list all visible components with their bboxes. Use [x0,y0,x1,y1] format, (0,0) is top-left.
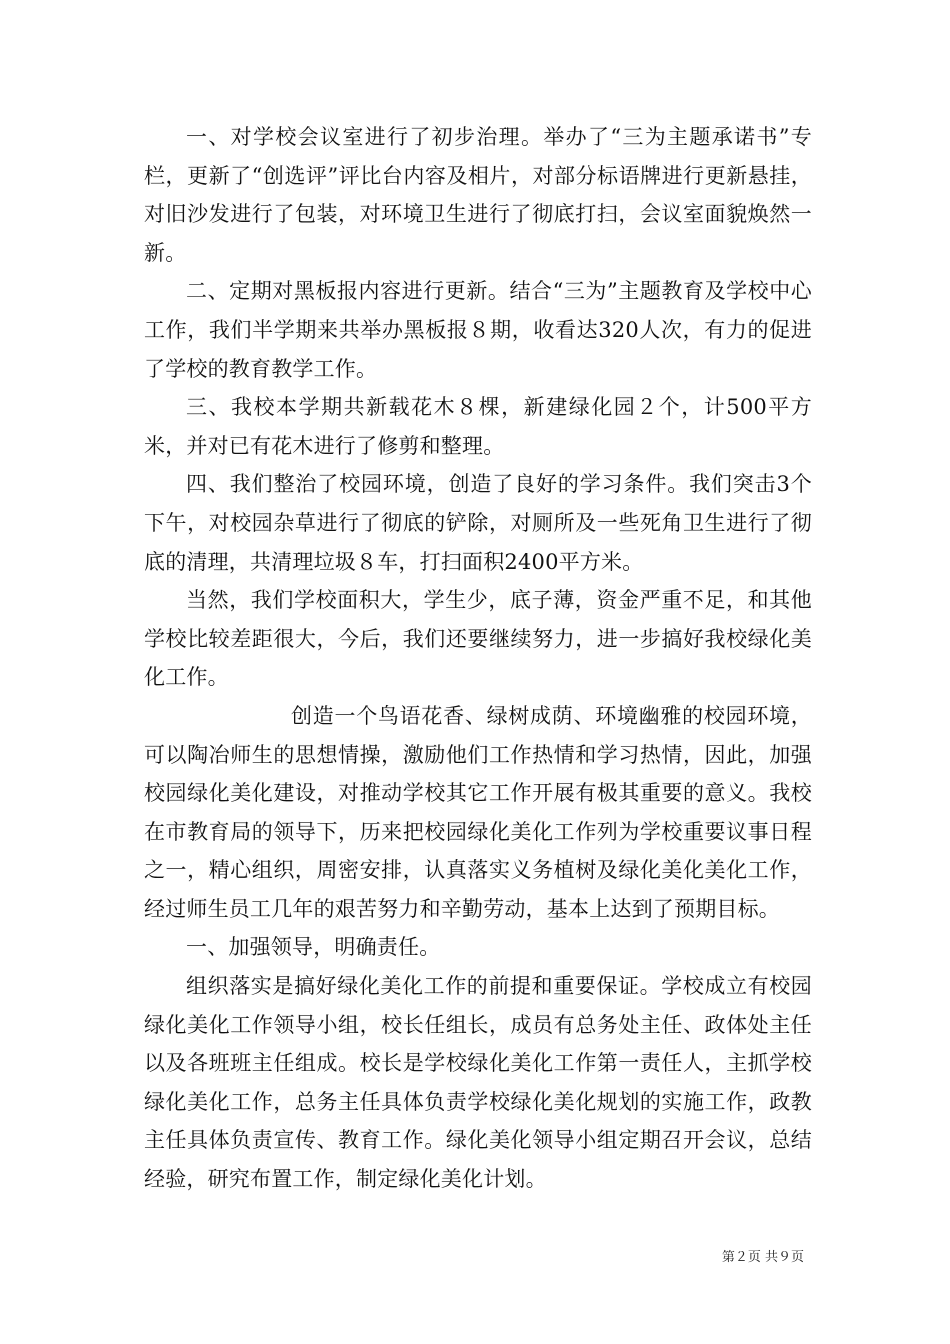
paragraph-campus-environment: 四、我们整治了校园环境，创造了良好的学习条件。我们突击3个下午，对校园杂草进行了彻底的铲除，对厕所及一些死角卫生进行了彻底的清理，共清理垃圾８车，打扫面积2400平方米。 [144,472,812,574]
page-number: 第２页 共９页 [721,1250,804,1265]
paragraph-introduction: 创造一个鸟语花香、绿树成荫、环境幽雅的校园环境，可以陶冶师生的思想情操，激励他们工作热情和学习热情，因此，加强校园绿化美化建设，对推动学校其它工作开展有极其重要的意义。我校在市教育局的领导下，历来把校园绿化美化工作列为学校重要议事日程之一，精心组织，周密安排，认真落实义务植树及绿化美化美化工作，经过师生员工几年的艰苦努力和辛勤劳动，基本上达到了预期目标。 [144,703,812,921]
paragraph-blackboard: 二、定期对黑板报内容进行更新。结合“三为”主题教育及学校中心工作，我们半学期来共举办黑板报８期，收看达320人次，有力的促进了学校的教育教学工作。 [144,279,812,381]
document-body [144,118,812,1199]
paragraph-planting: 三、我校本学期共新载花木８棵，新建绿化园２个，计500平方米，并对已有花木进行了修剪和整理。 [144,395,812,458]
section-heading-leadership: 一、加强领导，明确责任。 [186,935,441,960]
paragraph-meeting-room: 一、对学校会议室进行了初步治理。举办了“三为主题承诺书”专栏，更新了“创选评”评比台内容及相片，对部分标语牌进行更新悬挂，对旧沙发进行了包装，对环境卫生进行了彻底打扫，会议室面貌焕然一新。 [144,125,812,265]
paragraph-summary: 当然，我们学校面积大，学生少，底子薄，资金严重不足，和其他学校比较差距很大，今后，我们还要继续努力，进一步搞好我校绿化美化工作。 [144,588,812,690]
paragraph-organization: 组织落实是搞好绿化美化工作的前提和重要保证。学校成立有校园绿化美化工作领导小组，校长任组长，成员有总务处主任、政体处主任以及各班班主任组成。校长是学校绿化美化工作第一责任人，主抓学校绿化美化工作，总务主任具体负责学校绿化美化规划的实施工作，政教主任具体负责宣传、教育工作。绿化美化领导小组定期召开会议，总结经验，研究布置工作，制定绿化美化计划。 [144,974,812,1192]
